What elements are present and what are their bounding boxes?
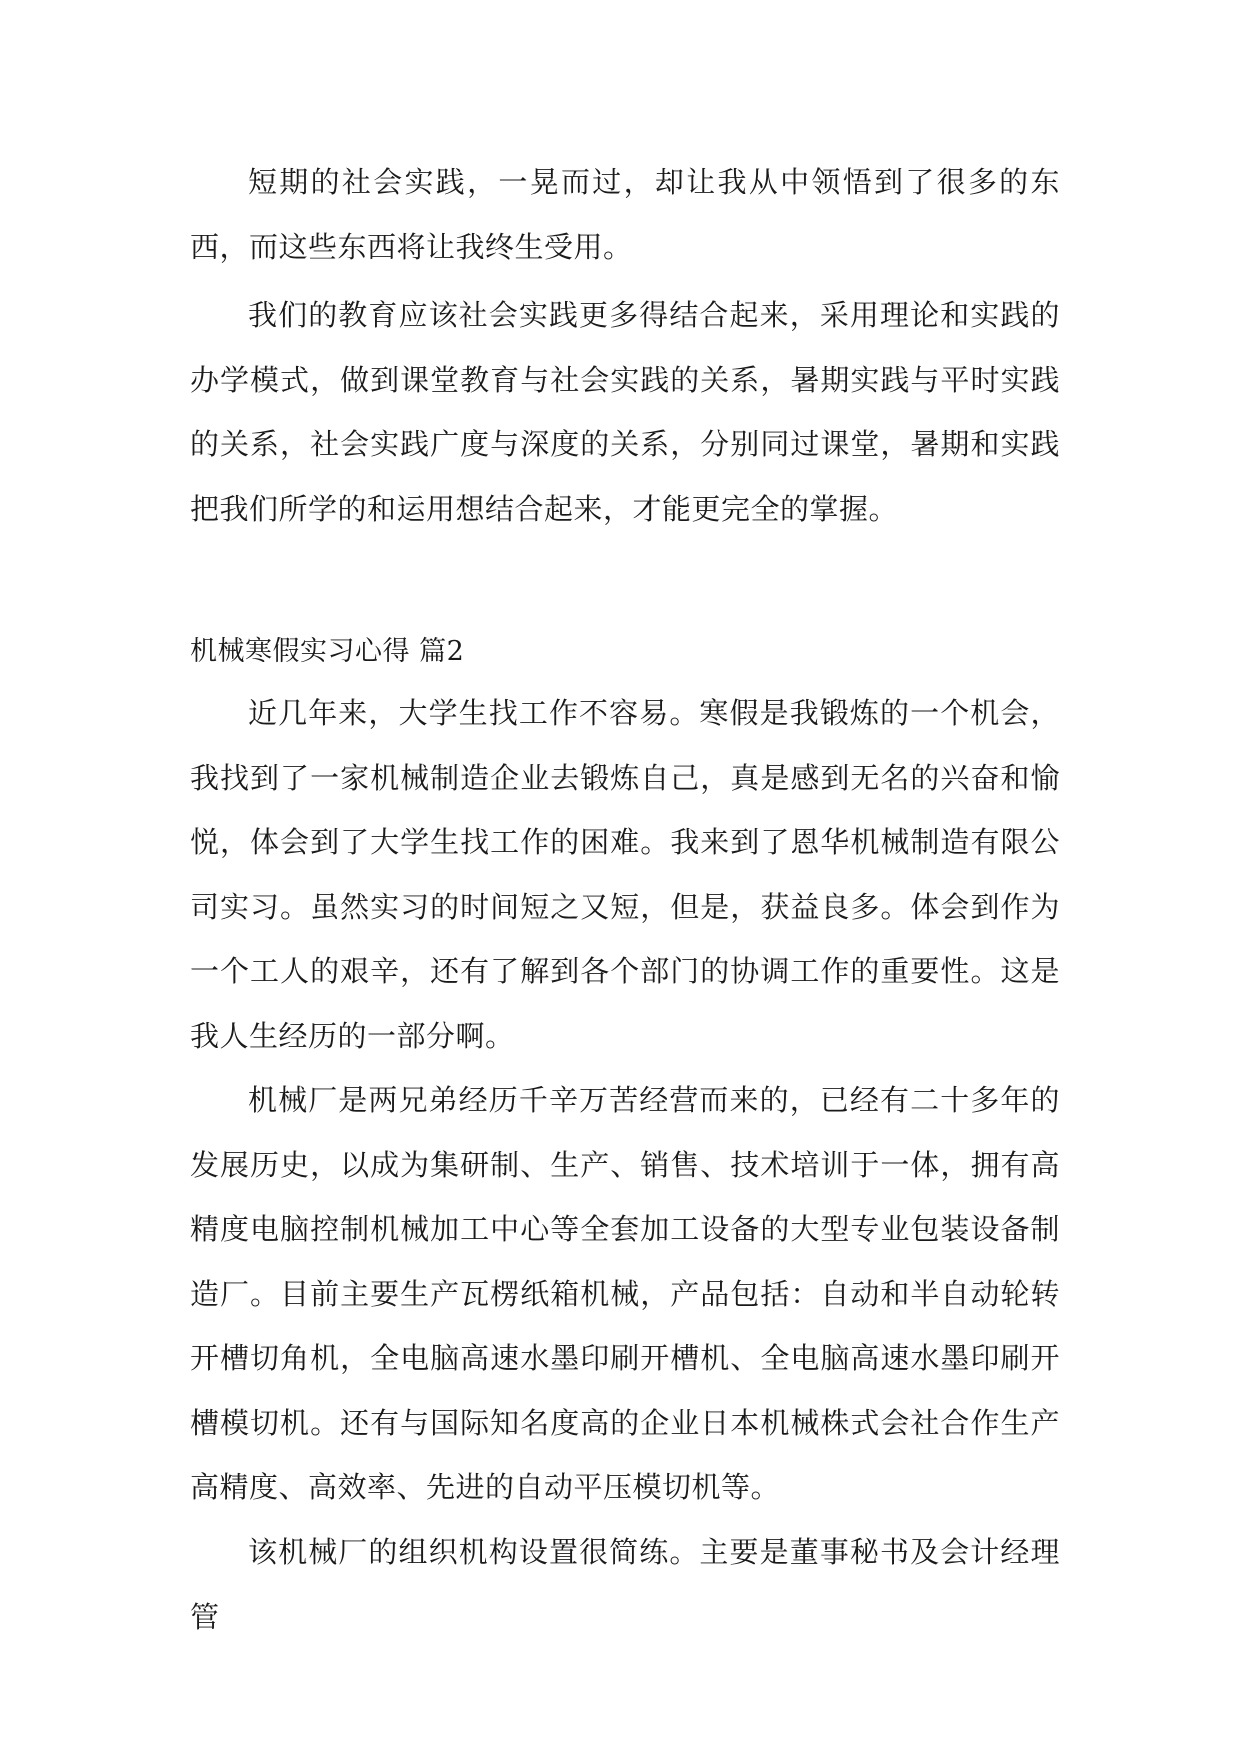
paragraph-practice-reflection: 短期的社会实践，一晃而过，却让我从中领悟到了很多的东西，而这些东西将让我终生受用。 — [190, 165, 1060, 264]
paragraph-internship-intro: 近几年来，大学生找工作不容易。寒假是我锻炼的一个机会，我找到了一家机械制造企业去锻炼自己，真是感到无名的兴奋和愉悦，体会到了大学生找工作的困难。我来到了恩华机械制造有限公司实习。虽然实习的时间短之又短，但是，获益良多。体会到作为一个工人的艰辛，还有了解到各个部门的协调工作的重要性。这是我人生经历的一部分啊。 — [190, 696, 1060, 1053]
paragraph-education-practice: 我们的教育应该社会实践更多得结合起来，采用理论和实践的办学模式，做到课堂教育与社会实践的关系，暑期实践与平时实践的关系，社会实践广度与深度的关系，分别同过课堂，暑期和实践把我们所学的和运用想结合起来，才能更完全的掌握。 — [190, 298, 1060, 526]
paragraph-factory-description: 机械厂是两兄弟经历千辛万苦经营而来的，已经有二十多年的发展历史，以成为集研制、生产、销售、技术培训于一体，拥有高精度电脑控制机械加工中心等全套加工设备的大型专业包装设备制造厂。目前主要生产瓦楞纸箱机械，产品包括：自动和半自动轮转开槽切角机，全电脑高速水墨印刷开槽机、全电脑高速水墨印刷开槽模切机。还有与国际知名度高的企业日本机械株式会社合作生产高精度、高效率、先进的自动平压模切机等。 — [190, 1083, 1060, 1504]
paragraph-organization: 该机械厂的组织机构设置很简练。主要是董事秘书及会计经理管 — [190, 1535, 1060, 1634]
section-heading: 机械寒假实习心得 篇2 — [190, 636, 465, 667]
